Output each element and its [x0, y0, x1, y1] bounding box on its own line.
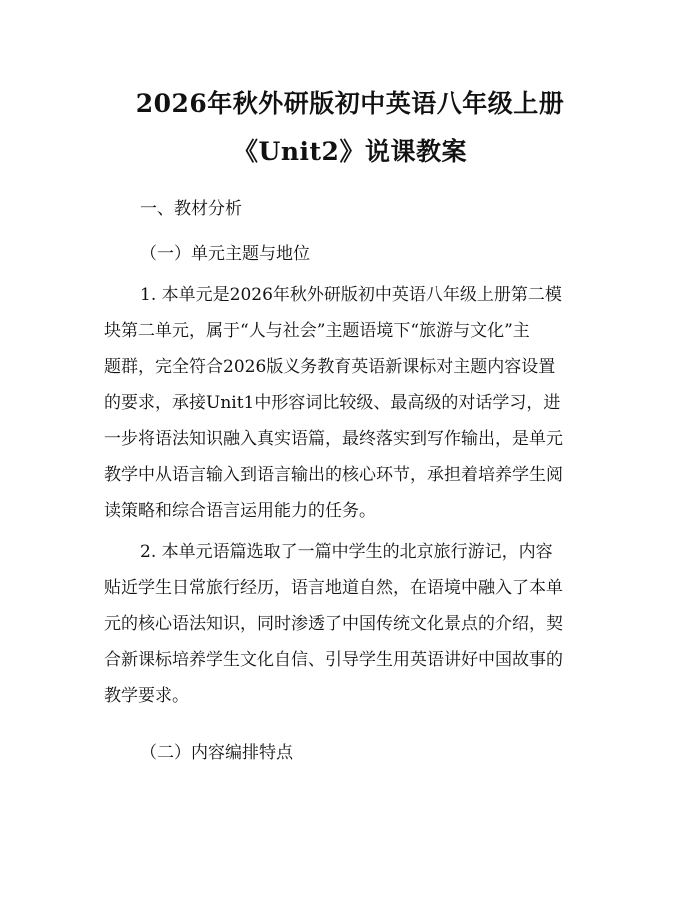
paragraph-1-line: 教学中从语言输入到语言输出的核心环节，承担着培养学生阅 [104, 465, 563, 485]
paragraph-1-line: 1. 本单元是2026年秋外研版初中英语八年级上册第二模 [140, 285, 562, 305]
paragraph-1-line: 一步将语法知识融入真实语篇，最终落实到写作输出，是单元 [104, 429, 563, 449]
subsection-heading-unit-theme: （一）单元主题与地位 [140, 244, 310, 264]
paragraph-1-line: 块第二单元，属于“人与社会”主题语境下“旅游与文化”主 [104, 321, 530, 341]
paragraph-2-line: 元的核心语法知识，同时渗透了中国传统文化景点的介绍，契 [104, 614, 563, 634]
paragraph-2-line: 2. 本单元语篇选取了一篇中学生的北京旅行游记，内容 [140, 542, 553, 562]
subsection-heading-content-arrangement: （二）内容编排特点 [140, 743, 293, 763]
paragraph-1-line: 的要求，承接Unit1中形容词比较级、最高级的对话学习，进 [104, 393, 561, 413]
document-title-line-2: 《Unit2》说课教案 [233, 137, 467, 166]
paragraph-2-line: 合新课标培养学生文化自信、引导学生用英语讲好中国故事的 [104, 650, 563, 670]
paragraph-1-line: 题群，完全符合2026版义务教育英语新课标对主题内容设置 [104, 357, 556, 377]
paragraph-2-line: 教学要求。 [104, 686, 189, 706]
section-heading-textbook-analysis: 一、教材分析 [140, 199, 242, 219]
paragraph-2-line: 贴近学生日常旅行经历，语言地道自然，在语境中融入了本单 [104, 578, 563, 598]
document-title-line-1: 2026年秋外研版初中英语八年级上册 [135, 89, 565, 118]
paragraph-1-line: 读策略和综合语言运用能力的任务。 [104, 501, 376, 521]
